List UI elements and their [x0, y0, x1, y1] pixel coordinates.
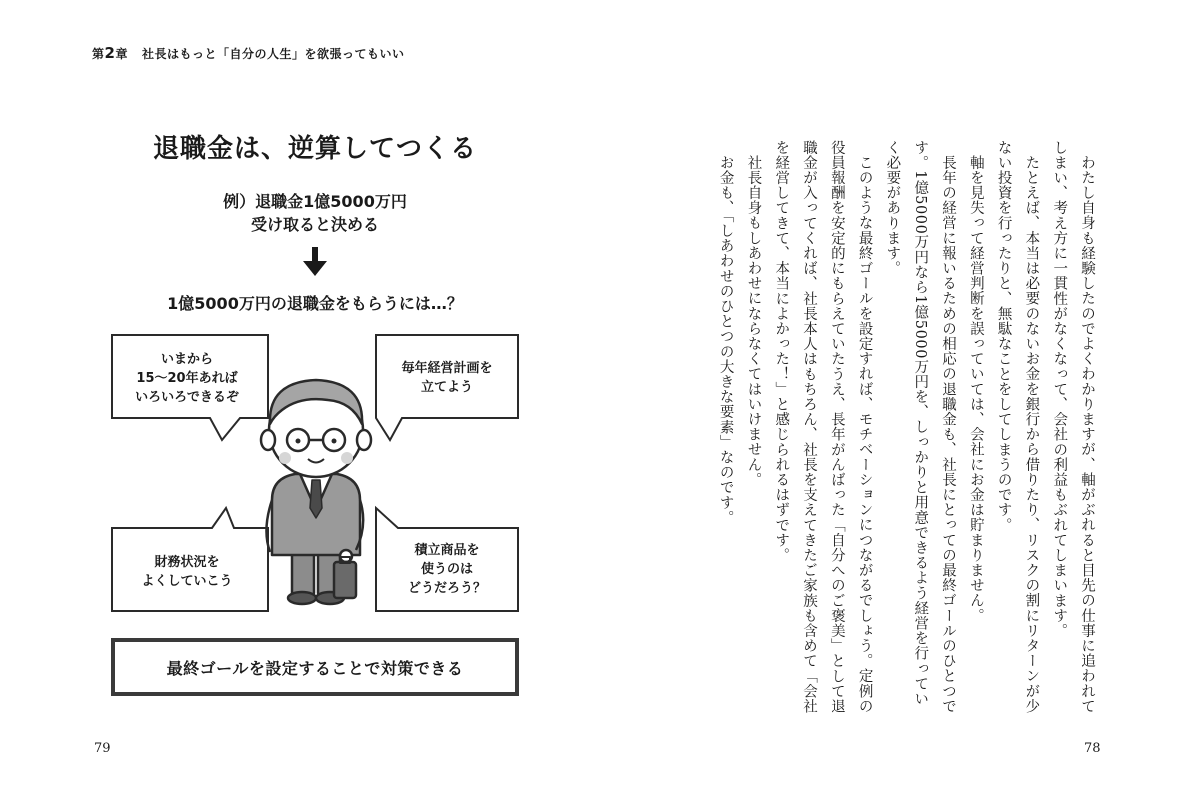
paragraph: 社長自身もしあわせにならなくてはいけません。 [745, 154, 762, 487]
businessman-illustration [261, 380, 371, 604]
body-text [665, 140, 1100, 720]
chapter-number: 2 [104, 44, 116, 62]
bubble-text-top-right [376, 359, 518, 397]
figure-example-line2: 受け取ると決める [250, 215, 379, 234]
bubble-tr-line1: 毎年経営計画を [401, 361, 493, 376]
bubble-bl-line2: よくしていこう [141, 574, 233, 589]
bubble-tl-line2: 15〜20年あれば [136, 371, 238, 386]
paragraph: 長年の経営に報いるための相応の退職金も、社長にとっての最終ゴールのひとつです。1億5000万円なら1億5000万円を、しっかりと用意できるよう経営を行っていく必要があります。 [884, 140, 957, 714]
bubble-br-line1: 積立商品を [414, 543, 480, 558]
paragraph: お金も、「しあわせのひとつの大きな要素」なのです。 [717, 154, 734, 525]
conclusion-text: 最終ゴールを設定することで対策できる [166, 658, 464, 678]
paragraph: 軸を見失って経営判断を誤っていては、会社にお金は貯まりません。 [967, 154, 984, 623]
chapter-prefix: 第 [92, 47, 105, 61]
paragraph: わたし自身も経験したのでよくわかりますが、軸がぶれると目先の仕事に追われてしまい、考え方に一貫性がなくなって、会社の利益もぶれてしまいます。 [1051, 140, 1095, 714]
paragraph: たとえば、本当は必要のないお金を銀行から借りたり、リスクの割にリターンが少ない投資を行ったりと、無駄なことをしてしまうのです。 [995, 140, 1040, 714]
bubble-text-bottom-left [112, 553, 262, 591]
bubble-text-bottom-right [376, 541, 518, 598]
page-number-right: 78 [1084, 741, 1101, 756]
figure-example-line1: 例）退職金1億5000万円 [223, 192, 407, 211]
bubble-br-line2: 使うのは [420, 562, 473, 577]
bubble-br-line3: どうだろう？ [407, 581, 486, 596]
figure-title: 退職金は、逆算してつくる [152, 134, 477, 164]
bubble-tr-line2: 立てよう [420, 380, 473, 395]
conclusion-box [111, 638, 519, 696]
chapter-title: 社長はもっと「自分の人生」を欲張ってもいい [141, 47, 405, 61]
bubble-text-top-left [112, 350, 262, 407]
paragraph: このような最終ゴールを設定すれば、モチベーションにつながるでしょう。定例の役員報酬を安定的にもらえていたうえ、長年がんばった「自分へのご褒美」として退職金が入ってくれば、社長本人はもちろん、社長を支えてきたご家族も含めて「会社を経営してきて、本当によかった！」と感じられるはずです。 [773, 140, 873, 714]
figure-question: 1億5000万円の退職金をもらうには…？ [167, 294, 463, 313]
bubble-tl-line1: いまから [160, 352, 213, 367]
bubble-bl-line1: 財務状況を [154, 555, 220, 570]
chapter-suffix: 章 [115, 47, 128, 61]
page-number-left: 79 [94, 741, 111, 756]
bubble-tl-line3: いろいろできるぞ [135, 390, 239, 405]
